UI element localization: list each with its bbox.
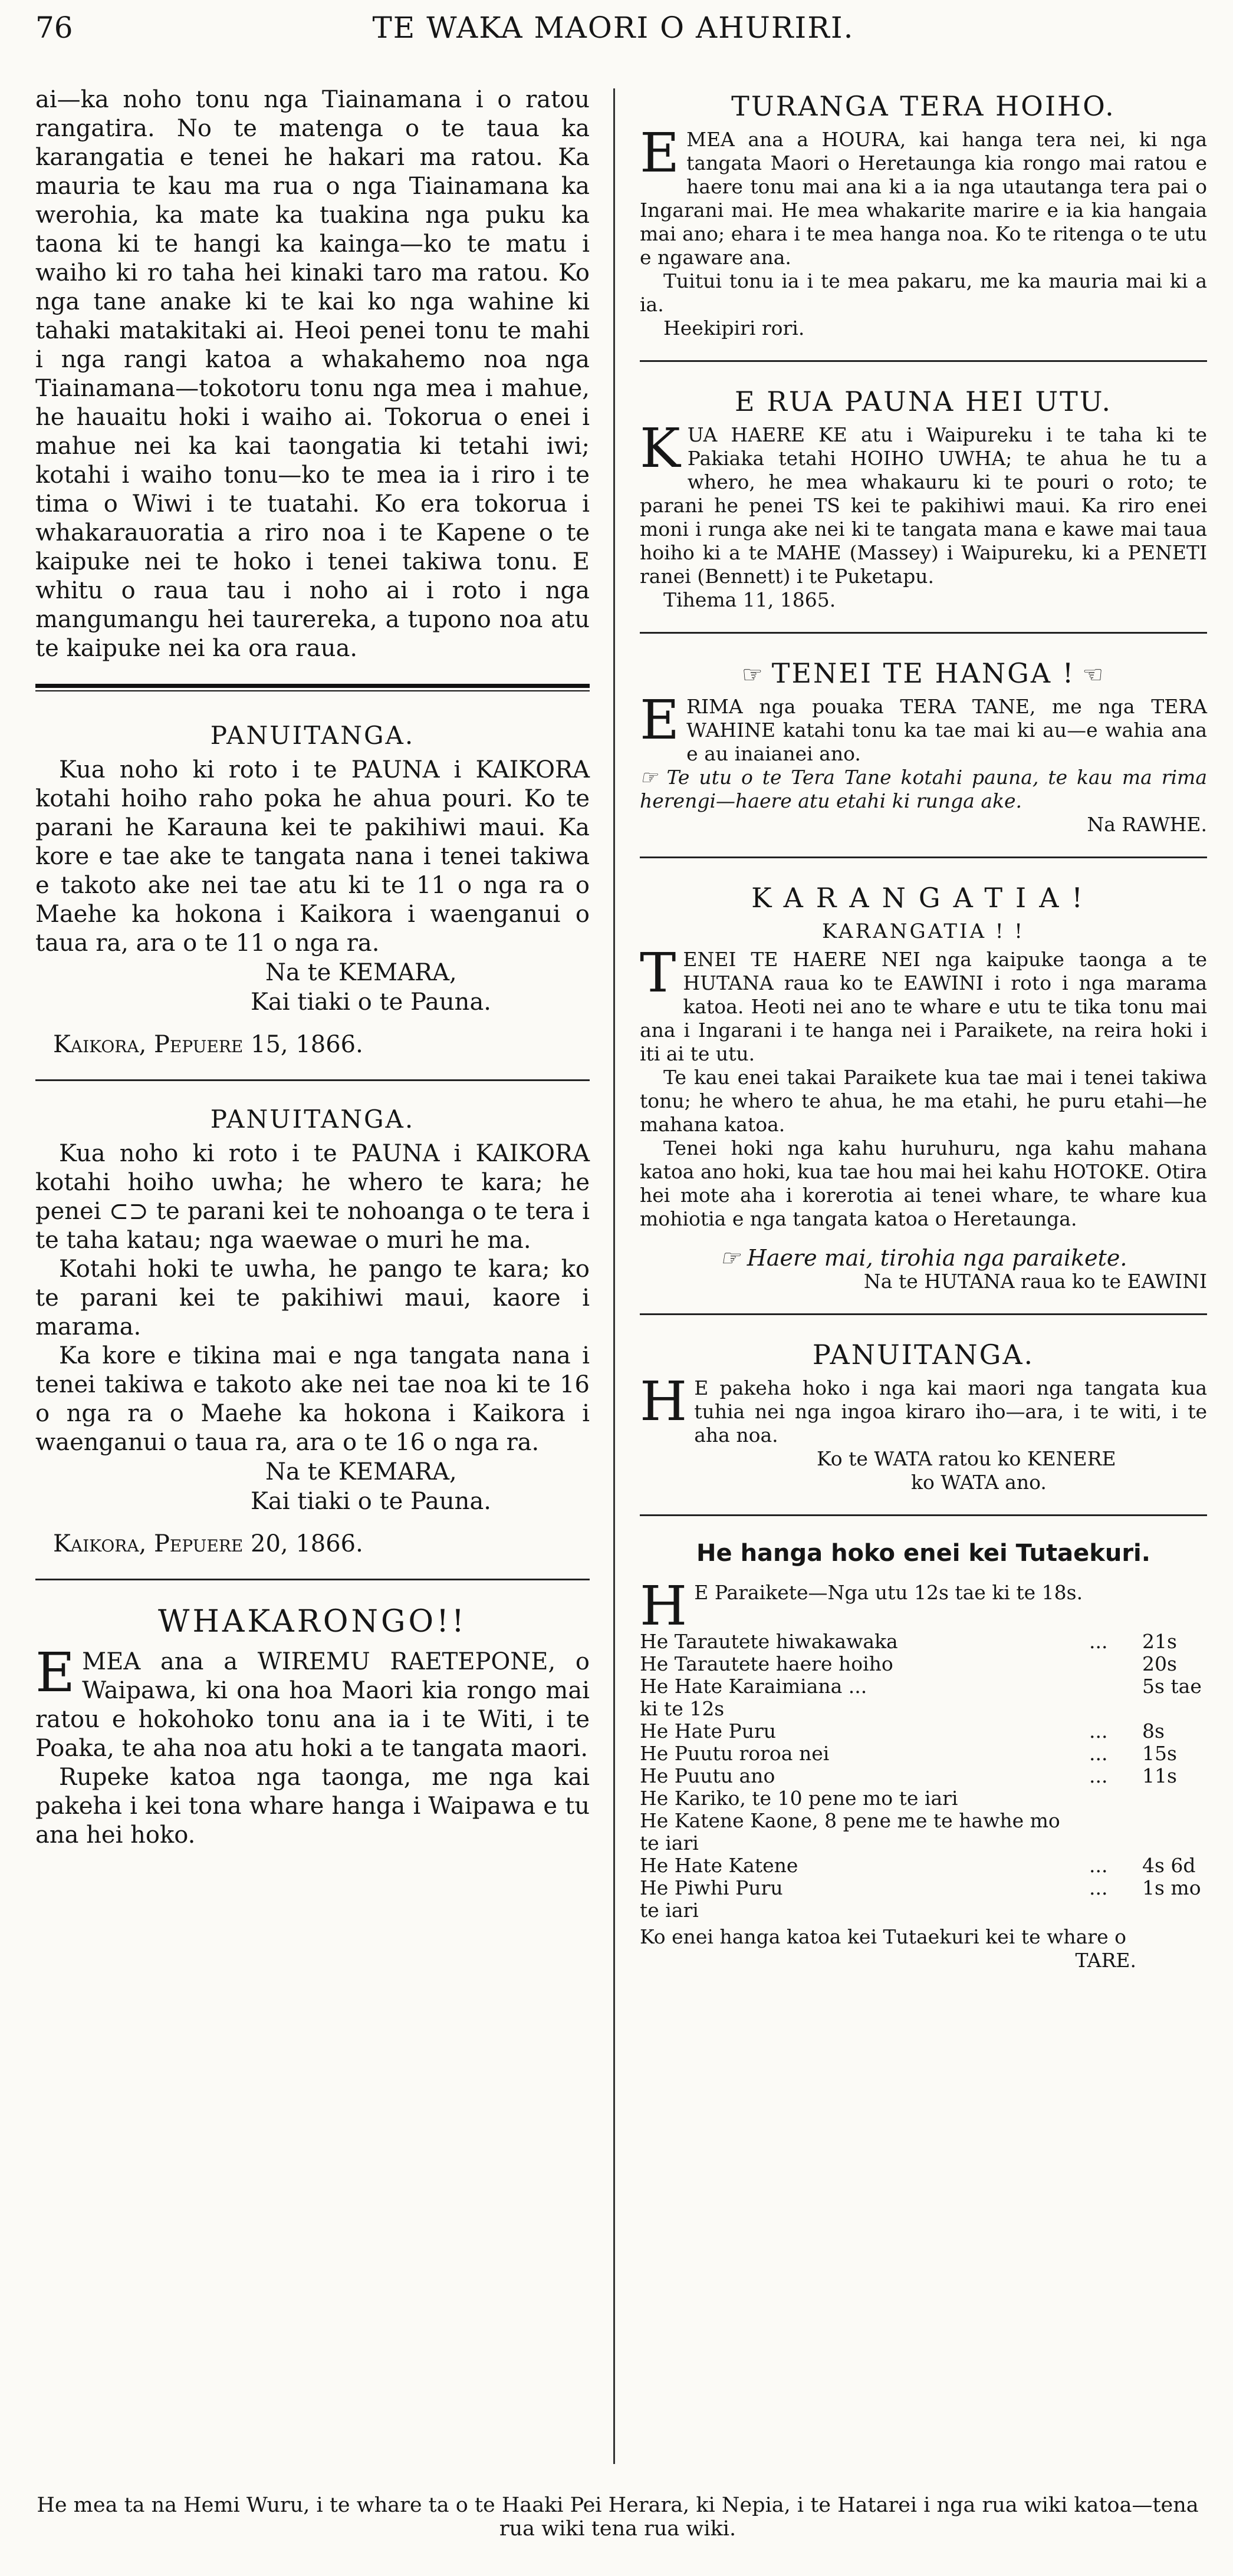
section-divider [640, 1514, 1207, 1516]
price-row [640, 1810, 1207, 1832]
section-divider [35, 1079, 590, 1081]
price-row [640, 1877, 1207, 1899]
notice-location-date: Kaikora, Pepuere 20, 1866. [53, 1530, 363, 1557]
notice-text: E Paraikete—Nga utu 12s tae ki te 18s. [694, 1581, 1083, 1604]
pointing-hand-icon: ☜ [1082, 661, 1106, 689]
price-row [640, 1720, 1207, 1742]
section-divider [35, 1579, 590, 1580]
item-dots [1089, 1675, 1142, 1698]
item-dots: ... [1089, 1764, 1108, 1787]
price-row [640, 1742, 1207, 1765]
item-price [1142, 1832, 1207, 1854]
notice-heading-text: TENEI TE HANGA ! [771, 657, 1076, 689]
item-dots: ... [1089, 1719, 1108, 1742]
notice-heading: PANUITANGA. [210, 721, 415, 750]
item-name: te iari [640, 1831, 699, 1854]
price-row [640, 1698, 1207, 1720]
notice-subheading: KARANGATIA ! ! [822, 920, 1025, 943]
pointing-hand-icon: ☞ [640, 766, 667, 789]
notice-body: Te kau enei takai Paraikete kua tae mai i tenei takiwa tonu; he whero te ahua, he ma etahi, he puru etahi—he mahana katoa. [640, 1066, 1207, 1136]
item-name: He Hate Puru [640, 1719, 777, 1742]
item-price: 11s [1142, 1764, 1177, 1787]
price-row [640, 1854, 1207, 1877]
item-price: 1s mo [1142, 1876, 1201, 1899]
notice-body [35, 1641, 590, 1763]
price-row [640, 1765, 1207, 1787]
notice-signature-title: Kai tiaki o te Pauna. [251, 1488, 492, 1515]
price-row [640, 1630, 1207, 1653]
notice-text: E pakeha hoko i nga kai maori nga tangata kua tuhia nei nga ingoa kiraro iho—ara, i te witi, i te aha noa. [694, 1376, 1207, 1447]
item-dots [1089, 1698, 1142, 1720]
notice-signature: Na te KEMARA, [265, 1458, 457, 1485]
notice-signature: ko WATA ano. [911, 1471, 1047, 1494]
notice-signature: Ko te WATA ratou ko KENERE [817, 1447, 1116, 1470]
notice-body: Tuitui tonu ia i te mea pakaru, me ka mauria mai ki a ia. [640, 269, 1207, 316]
section-divider [640, 857, 1207, 858]
item-dots: ... [1089, 1854, 1108, 1877]
price-row [640, 1653, 1207, 1675]
section-divider [640, 1313, 1207, 1315]
notice-heading: He hanga hoko enei kei Tutaekuri. [696, 1540, 1150, 1567]
notice-body: Kotahi hoki te uwha, he pango te kara; ko te parani kei te pakihiwi maui, kaore i marama. [35, 1256, 590, 1340]
notice-body: Ka kore e tikina mai e nga tangata nana i tenei takiwa e takoto ake nei tae noa ki te 16 o nga ra o Maehe ka hokona i Kaikora i waenganui o taua ra, ara o te 16 o nga ra. [35, 1342, 590, 1456]
left-column [35, 85, 590, 1850]
notice-body: Kua noho ki roto i te PAUNA i KAIKORA kotahi hoiho uwha; he whero te kara; he penei ⊂⊃ te parani kei te nohoanga o te tera i te taha katau; nga waewae o muri he ma. [35, 1140, 590, 1254]
item-price: 5s tae [1142, 1675, 1202, 1698]
drop-cap: T [640, 941, 676, 1004]
price-list [640, 1630, 1207, 1922]
notice-body: Kua noho ki roto i te PAUNA i KAIKORA kotahi hoiho raho poka he ahua pouri. Ko te parani he Karauna kei te pakihiwi maui. Ka kore e tae ake te tangata nana i tenei takiwa e takoto ake nei tae atu ki te 11 o nga ra o Maehe ka hokona i Kaikora i waenganui o taua ra, ara o te 11 o nga ra. [35, 756, 590, 957]
notice-heading: TURANGA TERA HOIHO. [731, 90, 1116, 122]
section-divider [35, 684, 590, 691]
item-price [1142, 1698, 1207, 1720]
tagline-text: Haere mai, tirohia nga paraikete. [747, 1245, 1127, 1271]
drop-cap: H [640, 1370, 688, 1433]
item-price: 8s [1142, 1719, 1165, 1742]
item-name: He Puutu ano [640, 1764, 775, 1787]
item-name: He Piwhi Puru [640, 1876, 783, 1899]
price-row [640, 1787, 1207, 1810]
item-name: te iari [640, 1899, 699, 1922]
notice-tagline [640, 1246, 1207, 1270]
item-dots: ... [1089, 1630, 1108, 1653]
drop-cap: E [35, 1641, 75, 1704]
drop-cap: K [640, 417, 680, 480]
price-list-body [640, 1630, 1207, 1922]
item-name: He Tarautete hiwakawaka [640, 1630, 898, 1653]
price-row [640, 1675, 1207, 1698]
article-continuation: ai—ka noho tonu nga Tiainamana i o ratou rangatira. No te matenga o te taua ka karangatia e tenei he hakari ma ratou. Ka mauria te kau ma rua o nga Tiainamana ka werohia, ka mate ka tuakina nga puku ka taona ki te hangi ka kainga—ko te matu i waiho ki ro taha hei kinaki taro ma ratou. Ko nga tane anake ki te kai ko nga wahine ki tahaki matakitaki ai. Heoi penei tonu te mahi i nga rangi katoa a whakahemo noa nga Tiainamana—tokotoru tonu nga mea i mahue, he hauaitu hoki i waiho ai. Tokorua o enei i mahue nei ka kai taongatia ki tetahi iwi; kotahi i waiho tonu—ko te mea ia i riro i te tima o Wiwi i te tuatahi. Ko era tokorua i whakarauoratia a riro noa i te Kapene o te kaipuke nei te hoko i tenei takiwa tonu. E whitu o raua tau i noho ai i roto i nga mangumangu hei taurereka, a tupono noa atu te kaipuke nei ka ora raua. [35, 86, 590, 662]
notice-signature: Na te HUTANA raua ko te EAWINI [863, 1270, 1207, 1293]
notice-body [640, 941, 1207, 1066]
notice-body [640, 1370, 1207, 1447]
notice-body [640, 121, 1207, 269]
price-intro [640, 1574, 1207, 1638]
notice-heading: PANUITANGA. [210, 1105, 415, 1134]
notice-text: UA HAERE KE atu i Waipureku i te taha ki te Pakiaka tetahi HOIHO UWHA; te ahua he tu a whero, he mea whakauru ki te pouri o roto; te parani he penei TS kei te pakihiwi maui. Ka riro enei moni i runga ake nei ki te tangata mana e kawe mai taua hoiho ki a te MAHE (Massey) i Waipureku, ki a PENETI ranei (Bennett) i te Puketapu. [640, 423, 1207, 588]
notice-signature: TARE. [1075, 1949, 1136, 1972]
notice-heading: E RUA PAUNA HEI UTU. [735, 386, 1112, 417]
item-price: 21s [1142, 1630, 1177, 1653]
item-price: 4s 6d [1142, 1854, 1196, 1877]
notice-body [640, 417, 1207, 588]
item-dots [1089, 1810, 1142, 1832]
page-header [35, 5, 1191, 52]
notice-text: MEA ana a WIREMU RAETEPONE, o Waipawa, ki ona hoa Maori kia rongo mai ratou e hokohoko tonu ana ia i te Witi, i te Poaka, te aha noa atu hoki a te tangata maori. [35, 1648, 590, 1762]
notice-body: Tenei hoki nga kahu huruhuru, nga kahu mahana katoa ano hoki, kua tae hou mai hei kahu HOTOKE. Otira hei mote aha i korerotia ai tenei whare, te whare kua mohiotia e nga tangata katoa o Heretaunga. [640, 1137, 1207, 1230]
drop-cap: H [640, 1574, 688, 1638]
newspaper-title: TE WAKA MAORI O AHURIRI. [372, 11, 854, 45]
item-price: 15s [1142, 1742, 1177, 1765]
notice-text: Te utu o te Tera Tane kotahi pauna, te kau ma rima herengi—haere atu etahi ki runga ake. [640, 766, 1207, 812]
notice-heading: KARANGATIA! [751, 882, 1096, 914]
notice-location-date: Kaikora, Pepuere 15, 1866. [53, 1031, 363, 1058]
price-row [640, 1899, 1207, 1922]
notice-body [640, 689, 1207, 766]
item-price [1142, 1787, 1207, 1810]
item-dots [1089, 1787, 1142, 1810]
drop-cap: E [640, 689, 680, 752]
notice-heading: PANUITANGA. [812, 1339, 1035, 1371]
drop-cap: E [640, 121, 680, 185]
notice-heading: WHAKARONGO!! [158, 1604, 467, 1639]
item-dots: ... [1089, 1876, 1108, 1899]
page-number: 76 [35, 11, 73, 45]
notice-text: MEA ana a HOURA, kai hanga tera nei, ki nga tangata Maori o Heretaunga kia rongo mai ratou e haere tonu mai ana ki a ia nga utautanga tera pai o Ingarani mai. He mea whakarite marire e ia kia hangaia mai ano; ehara i te mea hanga noa. Ko te ritenga o te utu e ngaware ana. [640, 128, 1207, 269]
pointing-hand-icon: ☞ [741, 661, 765, 689]
item-name: He Kariko, te 10 pene mo te iari [640, 1787, 958, 1810]
item-price: 20s [1142, 1652, 1177, 1675]
notice-signature: Heekipiri rori. [663, 317, 805, 340]
item-name: He Hate Karaimiana ... [640, 1675, 867, 1698]
printer-imprint: He mea ta na Hemi Wuru, i te whare ta o te Haaki Pei Herara, ki Nepia, i te Hatarei i nga rua wiki katoa—tena rua wiki tena rua wiki. [37, 2493, 1199, 2541]
item-dots [1089, 1653, 1142, 1675]
notice-signature-title: Kai tiaki o te Pauna. [251, 989, 492, 1016]
section-divider [640, 632, 1207, 634]
item-price [1142, 1810, 1207, 1832]
column-divider [613, 88, 615, 2464]
right-column [640, 85, 1207, 1972]
price-row [640, 1832, 1207, 1854]
notice-heading [640, 657, 1207, 689]
item-name: He Puutu roroa nei [640, 1742, 830, 1765]
item-name: He Hate Katene [640, 1854, 798, 1877]
item-dots: ... [1089, 1742, 1108, 1765]
item-name: He Tarautete haere hoiho [640, 1652, 893, 1675]
item-dots [1089, 1899, 1142, 1922]
notice-text: ENEI TE HAERE NEI nga kaipuke taonga a te HUTANA raua ko te EAWINI i roto i nga marama katoa. Heoti nei ano te whare e utu te tika tonu mai ana i Ingarani i te hanga nei i Paraikete, na reira hoki i iti ai te utu. [640, 948, 1207, 1065]
notice-signature: Na te KEMARA, [265, 959, 457, 986]
price-outro: Ko enei hanga katoa kei Tutaekuri kei te whare o [640, 1925, 1126, 1948]
notice-date: Tihema 11, 1865. [663, 588, 836, 611]
notice-text: RIMA nga pouaka TERA TANE, me nga TERA WAHINE katahi tonu ka tae mai ki au—e wahia ana e au inaianei ano. [686, 695, 1207, 765]
item-dots [1089, 1832, 1142, 1854]
notice-signature: Na RAWHE. [1087, 813, 1207, 836]
notice-body [640, 766, 1207, 813]
notice-body: Rupeke katoa nga taonga, me nga kai pakeha i kei tona whare hanga i Waipawa e tu ana hei hoko. [35, 1764, 590, 1849]
item-name: He Katene Kaone, 8 pene me te hawhe mo [640, 1809, 1060, 1832]
section-divider [640, 360, 1207, 362]
pointing-hand-icon: ☞ [719, 1245, 747, 1271]
item-price [1142, 1899, 1207, 1922]
item-name: ki te 12s [640, 1697, 725, 1720]
